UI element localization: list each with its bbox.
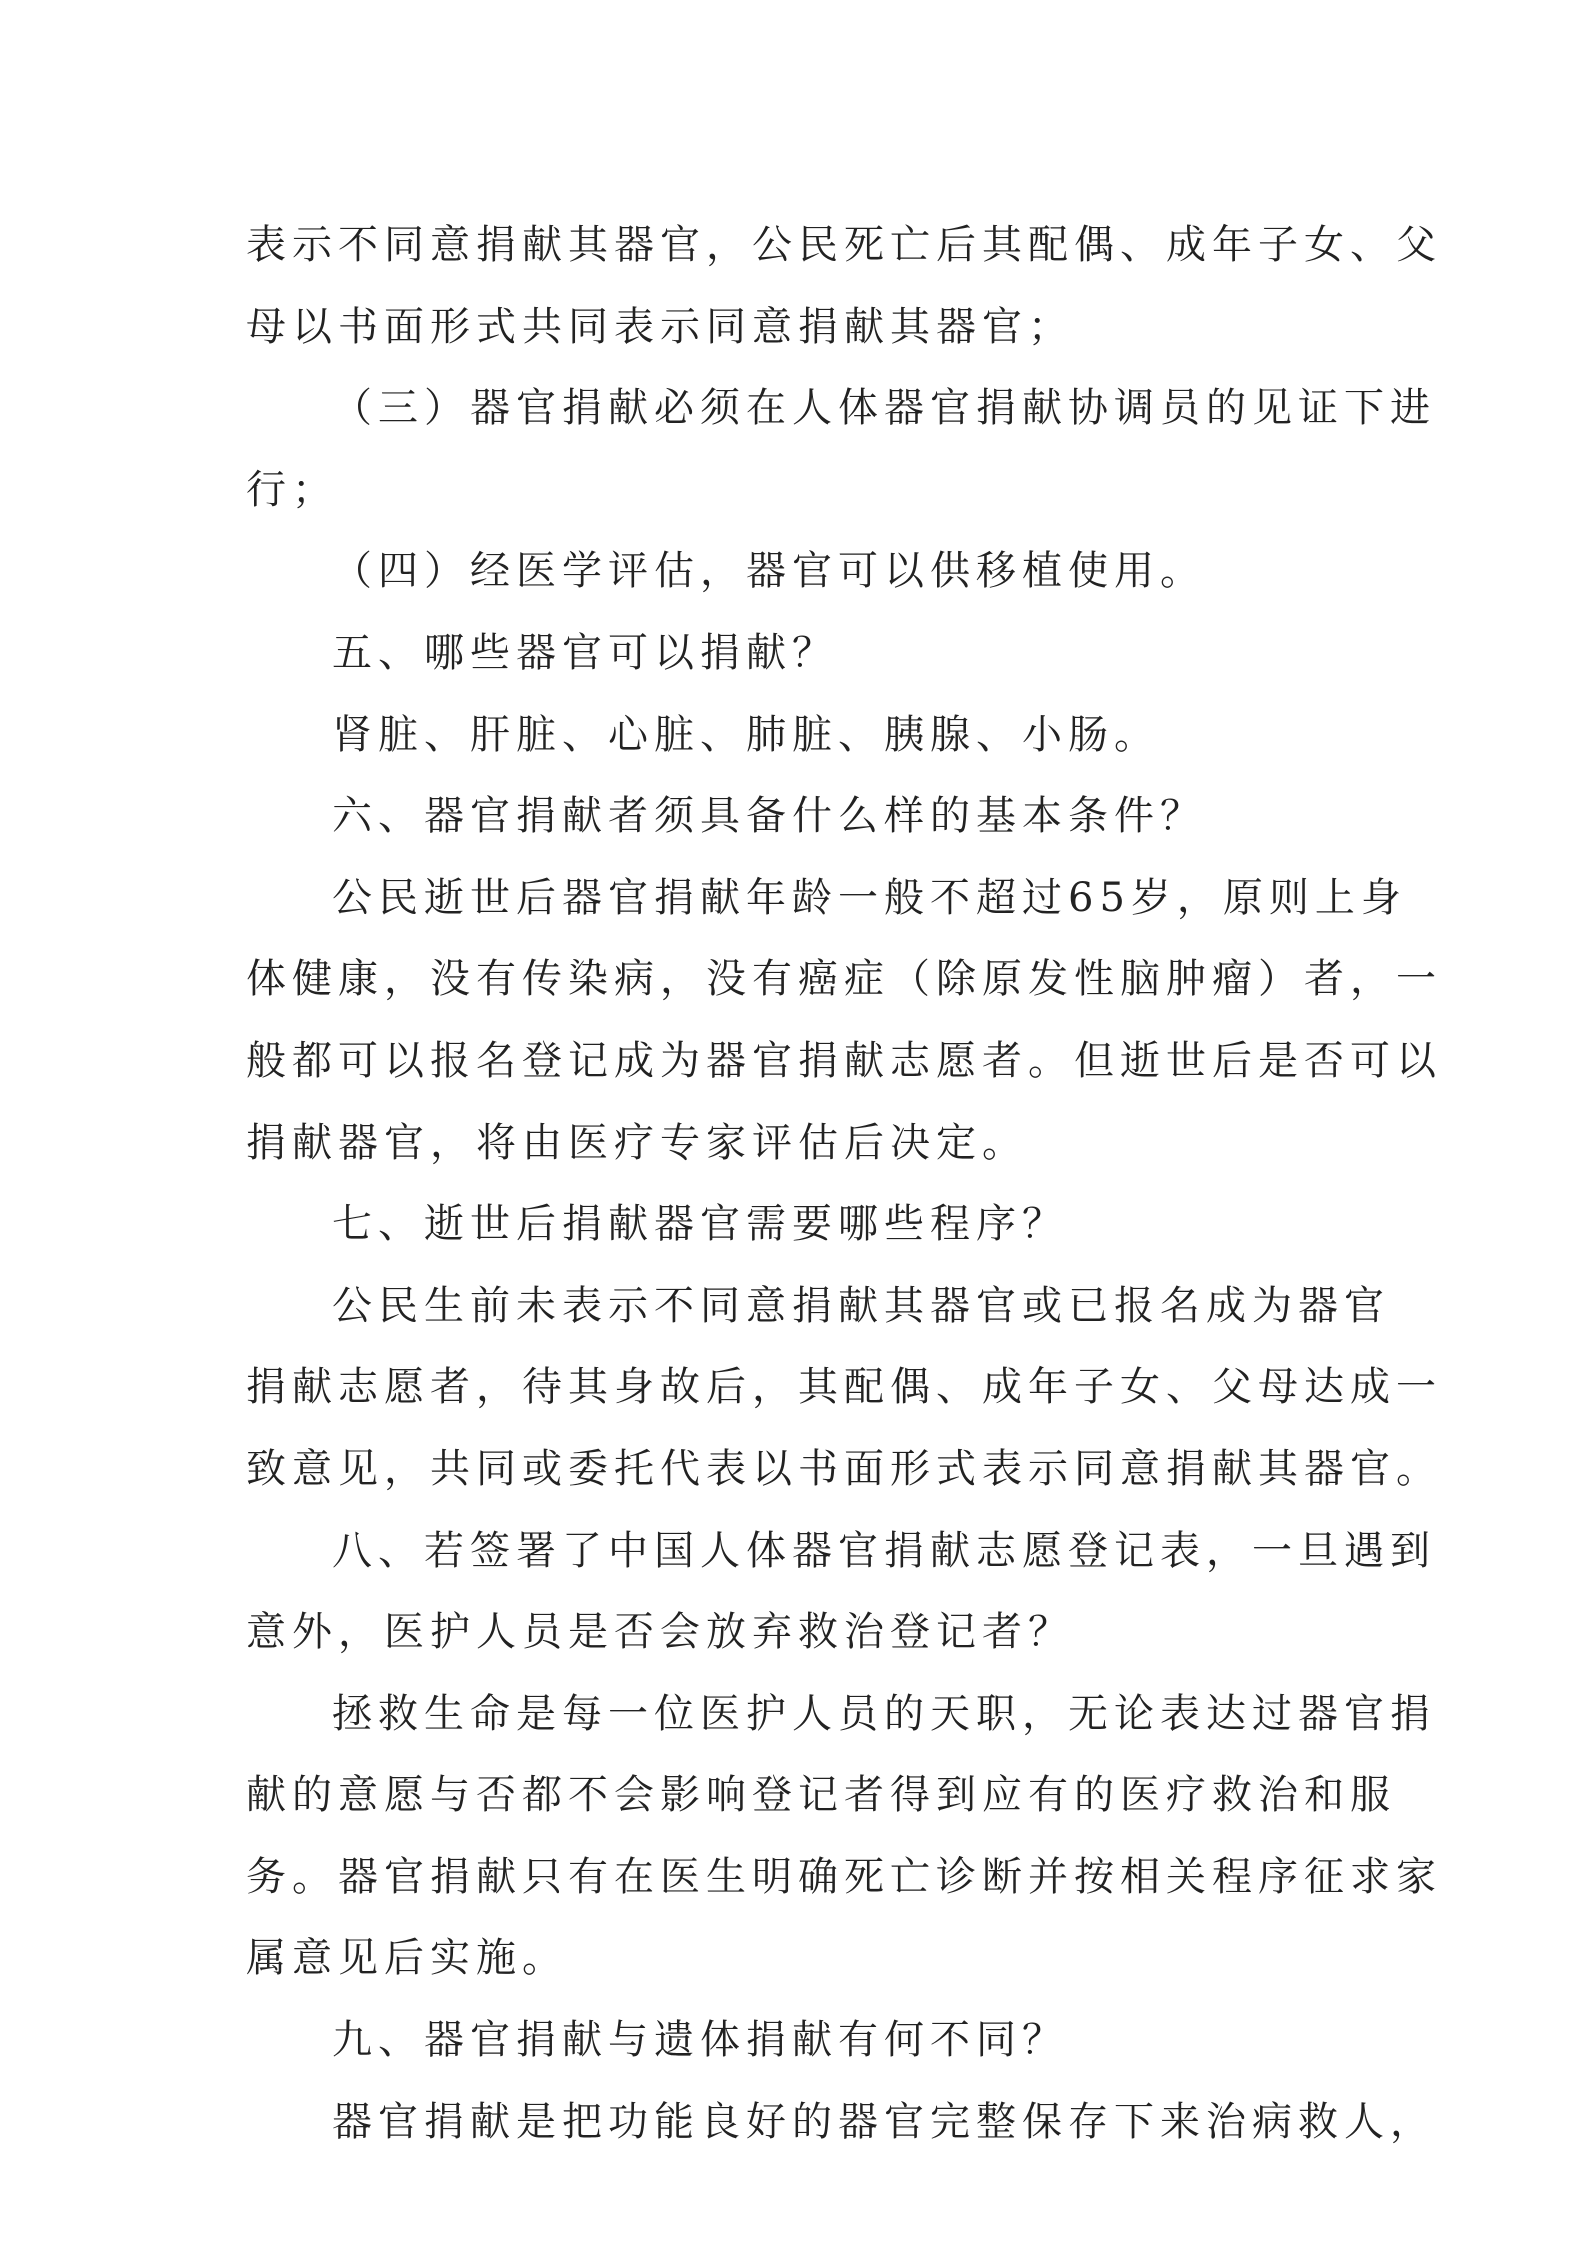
text-line: 体健康，没有传染病，没有癌症（除原发性脑肿瘤）者，一 [246, 956, 1442, 1003]
text-line: 母以书面形式共同表示同意捐献其器官； [246, 303, 1074, 350]
section-heading: 六、器官捐献者须具备什么样的基本条件？ [332, 793, 1206, 840]
text-line: 务。器官捐献只有在医生明确死亡诊断并按相关程序征求家 [246, 1853, 1442, 1900]
text-line: 器官捐献是把功能良好的器官完整保存下来治病救人， [332, 2098, 1436, 2145]
section-heading: 意外，医护人员是否会放弃救治登记者？ [246, 1609, 1074, 1656]
text-line: （四）经医学评估，器官可以供移植使用。 [332, 548, 1206, 595]
section-heading: 五、哪些器官可以捐献？ [332, 629, 838, 676]
text-line: （三）器官捐献必须在人体器官捐献协调员的见证下进 [332, 385, 1436, 432]
section-heading: 八、若签署了中国人体器官捐献志愿登记表，一旦遇到 [332, 1527, 1436, 1574]
text-line: 献的意愿与否都不会影响登记者得到应有的医疗救治和服 [246, 1772, 1396, 1819]
text-line: 公民逝世后器官捐献年龄一般不超过65岁，原则上身 [332, 874, 1407, 921]
document-body [246, 205, 1442, 2163]
text-line: 公民生前未表示不同意捐献其器官或已报名成为器官 [332, 1282, 1390, 1329]
text-line: 拯救生命是每一位医护人员的天职，无论表达过器官捐 [332, 1690, 1436, 1737]
text-line: 表示不同意捐献其器官，公民死亡后其配偶、成年子女、父 [246, 222, 1442, 268]
text-line: 捐献志愿者，待其身故后，其配偶、成年子女、父母达成一 [246, 1364, 1442, 1411]
text-line: 行； [246, 466, 338, 513]
text-line: 捐献器官，将由医疗专家评估后决定。 [246, 1119, 1028, 1166]
text-line: 肾脏、肝脏、心脏、肺脏、胰腺、小肠。 [332, 711, 1160, 758]
section-heading: 九、器官捐献与遗体捐献有何不同？ [332, 2017, 1068, 2064]
text-line: 般都可以报名登记成为器官捐献志愿者。但逝世后是否可以 [246, 1037, 1442, 1084]
text-line: 属意见后实施。 [246, 1935, 568, 1982]
text-line: 致意见，共同或委托代表以书面形式表示同意捐献其器官。 [246, 1445, 1442, 1492]
section-heading: 七、逝世后捐献器官需要哪些程序？ [332, 1201, 1068, 1248]
